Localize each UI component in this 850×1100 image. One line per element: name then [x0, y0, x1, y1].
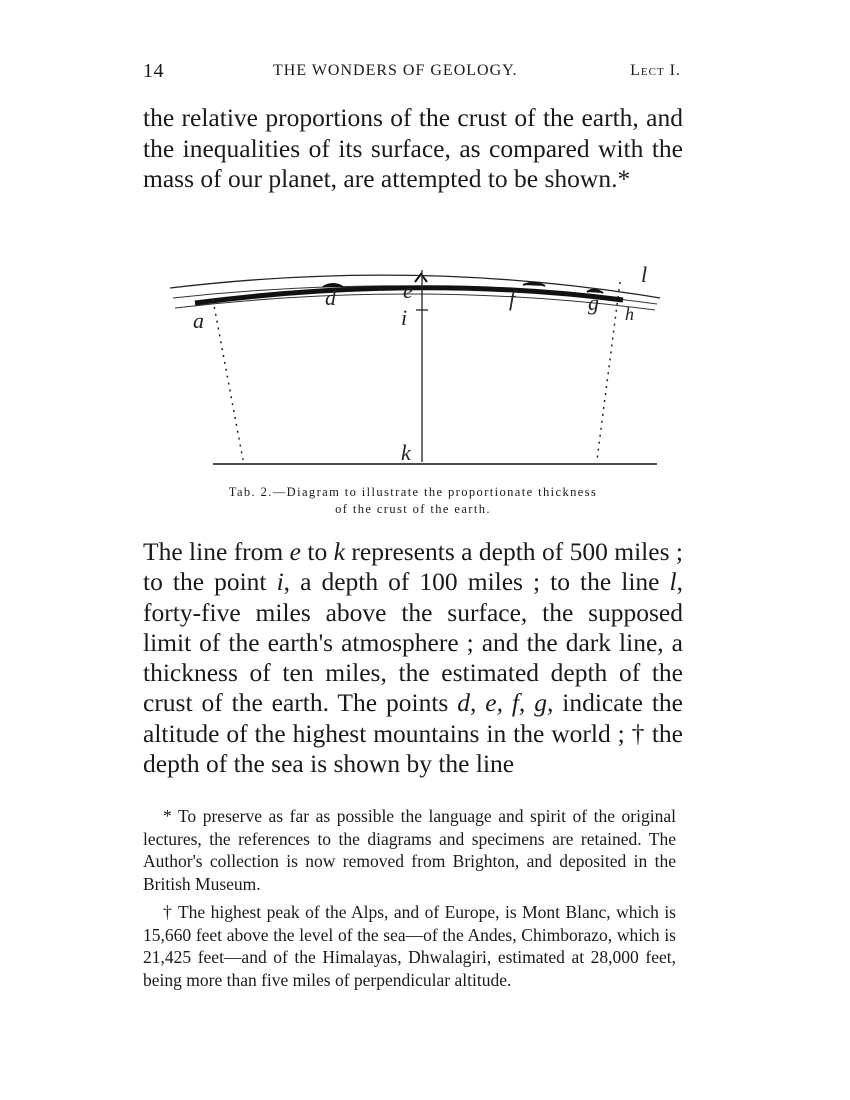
right-radius: [597, 282, 620, 460]
footnote-1: * To preserve as far as possible the language and spirit of the original lectures, the references to the diagrams and specimens are retained. The Author's collection is now removed from Brighton, and deposited in the British Museum.: [143, 806, 676, 894]
caption-line-2: of the crust of the earth.: [335, 502, 491, 516]
label-a: a: [193, 308, 204, 333]
footnote-2: † The highest peak of the Alps, and of Europe, is Mont Blanc, which is 15,660 feet above the level of the sea—of the Andes, Chimborazo, which is 21,425 feet—and of the Himalayas, Dhwalagiri, estimated at 28,000 feet, being more than five miles of perpendicular altitude.: [143, 902, 676, 990]
label-f: f: [509, 286, 516, 311]
label-g: g: [588, 290, 599, 315]
italic-k: k: [333, 537, 345, 566]
crust-diagram-svg: [165, 240, 665, 472]
label-h: h: [625, 304, 634, 324]
crust-diagram: [165, 240, 665, 472]
italic-e: e: [289, 537, 301, 566]
body-text-run: , forty-five miles above the surface, the supposed limit of the earth's atmosphere ; and the dark line, a thickness of ten miles, the estimated depth of the crust of the earth. The points: [143, 567, 683, 718]
label-i: i: [401, 305, 408, 330]
footnotes: [143, 805, 676, 997]
intro-paragraph: the relative proportions of the crust of the earth, and the inequalities of its surface, as compared with the mass of our planet, are attempted to be shown.*: [143, 103, 683, 193]
page-header: [143, 60, 681, 88]
italic-points: d, e, f, g,: [457, 688, 554, 718]
figure-caption: [143, 484, 683, 518]
body-paragraph-text: [143, 537, 683, 779]
body-text-run: The line from: [143, 537, 290, 566]
page-number: 14: [143, 60, 164, 82]
body-text-run: , a depth of 100 miles ; to the line: [283, 567, 670, 597]
label-k: k: [401, 440, 411, 465]
body-text-run: indicate the altitude of the highest mountains in the world ; † the depth of the sea is shown by the line: [143, 688, 684, 779]
italic-i: i: [276, 567, 284, 597]
body-text-run: represents a depth of 500 miles ; to the point: [143, 537, 683, 597]
running-title: THE WONDERS OF GEOLOGY.: [273, 62, 518, 79]
label-e: e: [403, 278, 413, 303]
body-text-run: to: [301, 537, 334, 566]
lecture-label: Lect I.: [630, 62, 681, 79]
left-radius: [213, 300, 243, 460]
body-paragraph: [143, 537, 683, 779]
label-l: l: [641, 262, 648, 287]
italic-l: l: [669, 567, 677, 597]
caption-line-1: Tab. 2.—Diagram to illustrate the proportionate thickness: [228, 485, 598, 499]
label-d: d: [325, 285, 336, 310]
